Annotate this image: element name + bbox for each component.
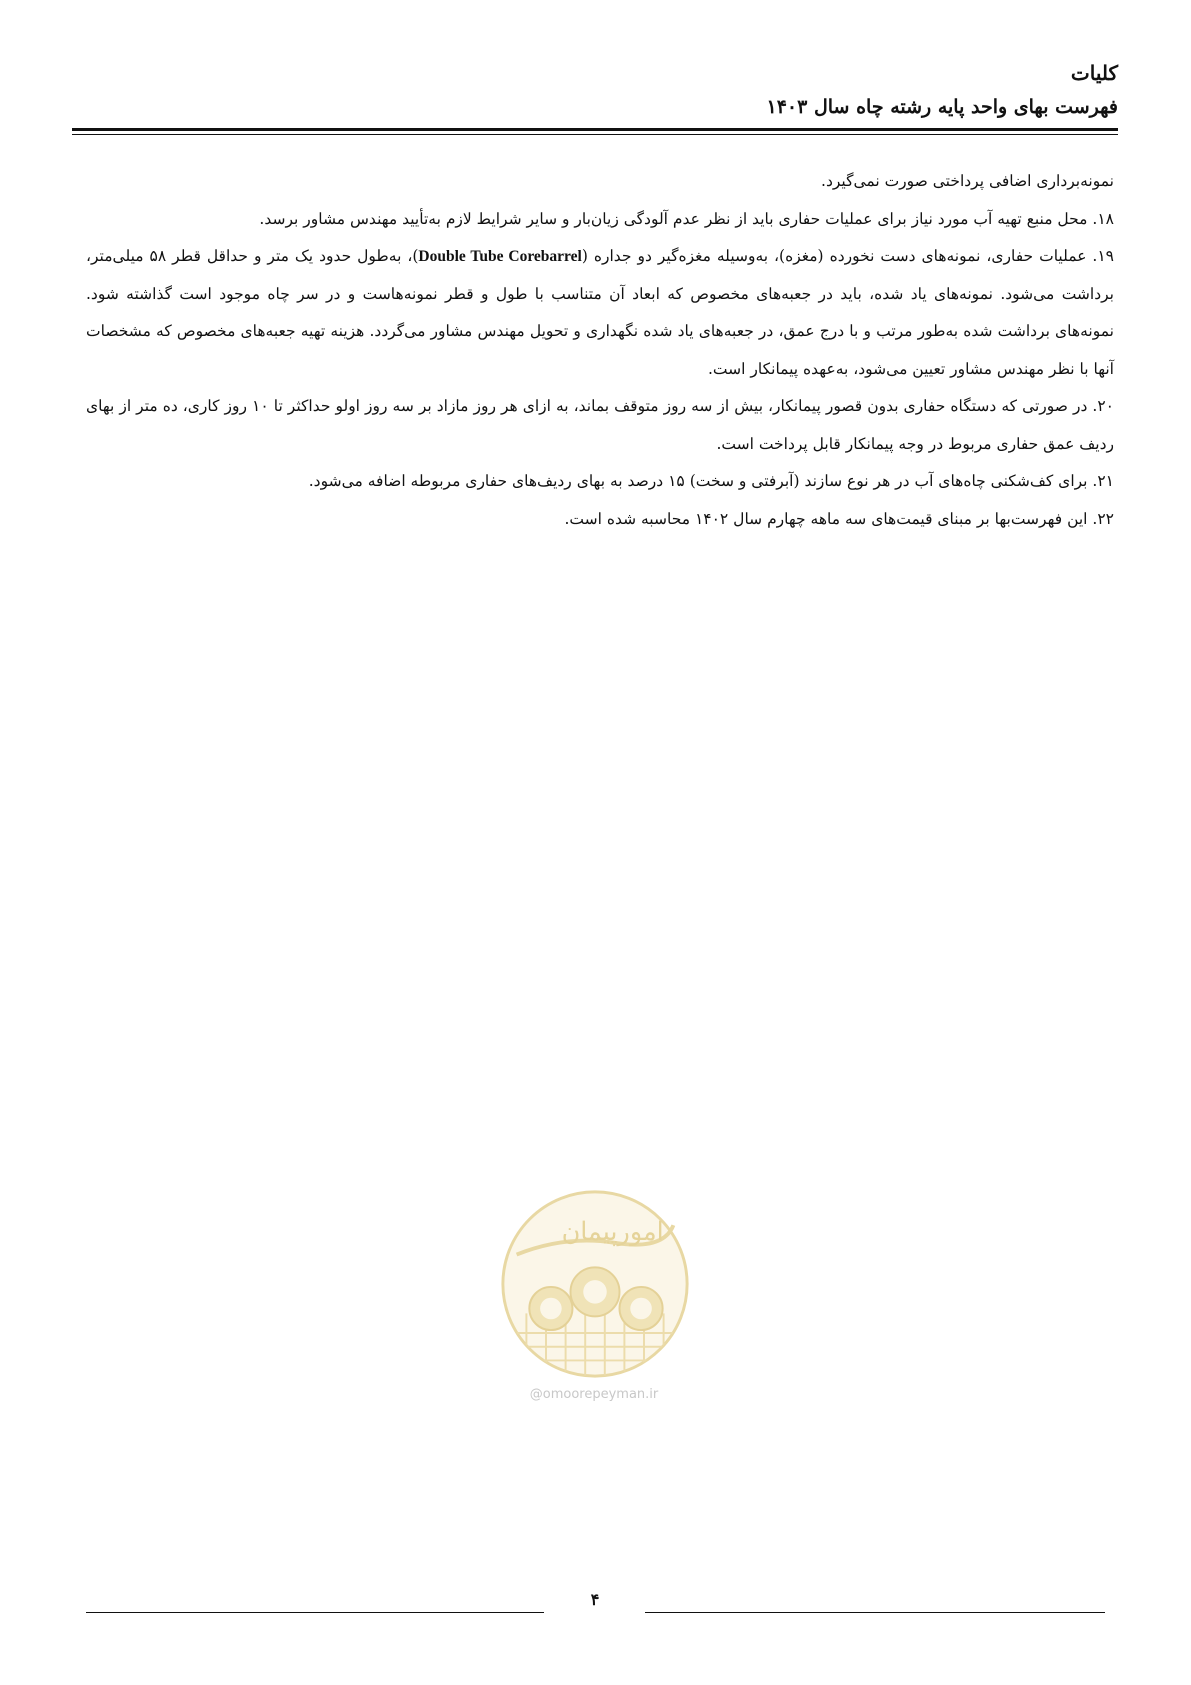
paragraph-19-part-1: ۱۹. عملیات حفاری، نمونه‌های دست نخورده (مغزه)، به‌وسیله مغزه‌گیر دو جداره ( <box>581 247 1114 265</box>
watermark-logo <box>497 1186 693 1382</box>
paragraph-19-part-2: )، به‌طول حدود یک متر و حداقل قطر ۵۸ میلی‌متر، برداشت می‌شود. نمونه‌های یاد شده، باید در جعبه‌های مخصوص که ابعاد آن متناسب با طول و قطر نمونه‌هاست و در سر چاه موجود است گذاشته شود. نمونه‌های برداشت شده به‌طور مرتب و با درج عمق، در جعبه‌های یاد شده نگهداری و تحویل مهندس مشاور می‌گردد. هزینه تهیه جعبه‌های مخصوص که مشخصات آنها با نظر مهندس مشاور تعیین می‌شود، به‌عهده پیمانکار است. <box>86 247 1114 378</box>
paragraph-22: ۲۲. این فهرست‌بها بر مبنای قیمت‌های سه ماهه چهارم سال ۱۴۰۲ محاسبه شده است. <box>564 509 1114 528</box>
watermark-logo-text: امورپیمان <box>561 1216 664 1247</box>
watermark-url: @omoorepeyman.ir <box>529 1387 659 1402</box>
header-rule-thick <box>72 128 1118 131</box>
paragraph-19-latin-term: Double Tube Corebarrel <box>418 248 582 265</box>
paragraph-continuation: نمونه‌برداری اضافی پرداختی صورت نمی‌گیرد. <box>821 172 1114 190</box>
page-number: ۴ <box>590 1590 600 1609</box>
paragraph-21: ۲۱. برای کف‌شکنی چاه‌های آب در هر نوع سازند (آبرفتی و سخت) ۱۵ درصد به بهای ردیف‌های حفاری مربوطه اضافه می‌شود. <box>308 472 1114 490</box>
page-header <box>72 58 1118 122</box>
section-title: کلیات <box>1070 61 1118 85</box>
footer-rule-left <box>86 1612 544 1613</box>
footer-rule-right <box>645 1612 1105 1613</box>
paragraph-20: ۲۰. در صورتی که دستگاه حفاری بدون قصور پیمانکار، بیش از سه روز متوقف بماند، به ازای هر روز مازاد بر سه روز اولو حداکثر تا ۱۰ روز کاری، ده متر از بهای ردیف عمق حفاری مربوط در وجه پیمانکار قابل پرداخت است. <box>86 397 1114 453</box>
paragraph-18: ۱۸. محل منبع تهیه آب مورد نیاز برای عملیات حفاری باید از نظر عدم آلودگی زیان‌بار و سایر شرایط لازم به‌تأیید مهندس مشاور برسد. <box>259 209 1114 228</box>
paragraph-19 <box>86 238 1114 388</box>
document-title: فهرست بهای واحد پایه رشته چاه سال ۱۴۰۳ <box>766 96 1118 118</box>
document-body <box>86 163 1114 538</box>
header-rule-thin <box>72 134 1118 135</box>
